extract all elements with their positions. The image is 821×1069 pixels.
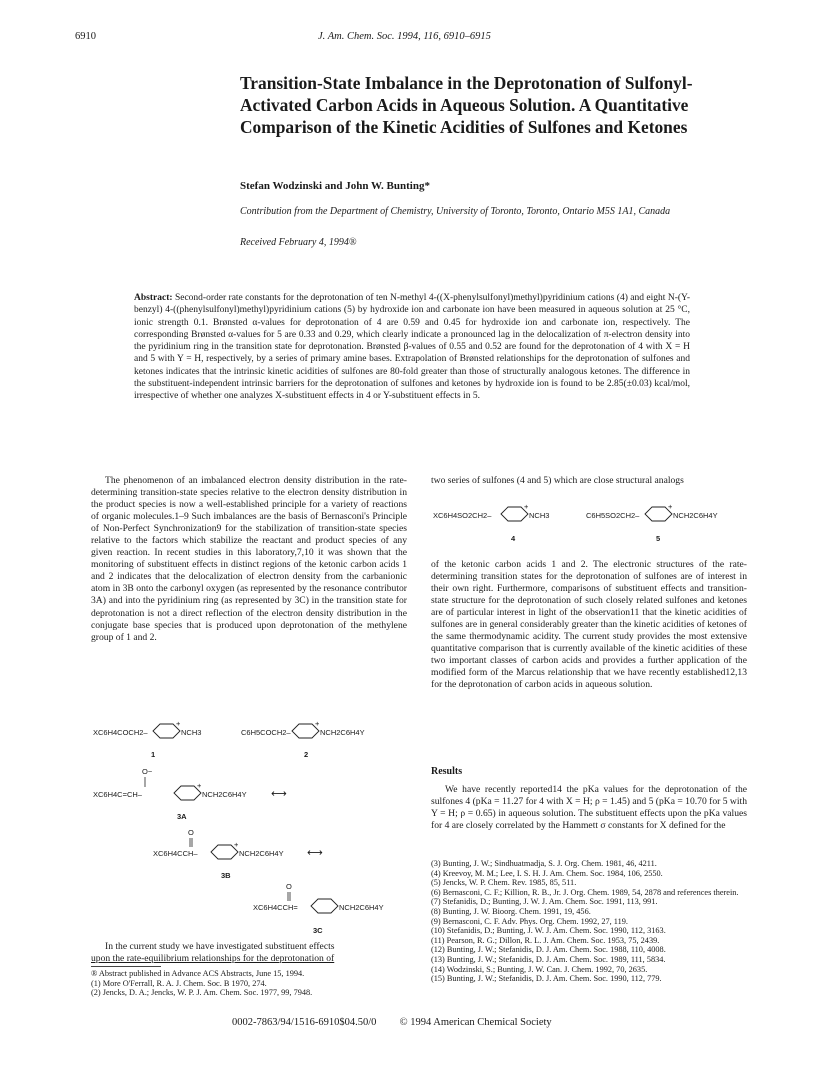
s3c-top: O (286, 882, 292, 891)
s3b-right: NCH2C6H4Y (239, 849, 284, 858)
footnote-item: (14) Wodzinski, S.; Bunting, J. W. Can. J. Chem. 1992, 70, 2635. (431, 964, 648, 974)
s3b-arrow: ⟷ (307, 847, 323, 859)
s3b-plus: + (234, 840, 239, 849)
s3a-right: NCH2C6H4Y (202, 790, 247, 799)
s3a-plus: + (197, 781, 202, 790)
right-column-intro (431, 475, 747, 487)
footnote-item: (8) Bunting, J. W. Bioorg. Chem. 1991, 19, 456. (431, 906, 591, 916)
structure-3b (91, 826, 411, 881)
right-column-body (431, 559, 747, 692)
s3b-top: O (188, 828, 194, 837)
footnote-item: (15) Bunting, J. W.; Stefanidis, D. J. Am. Chem. Soc. 1990, 112, 779. (431, 974, 662, 984)
sulfone-paragraph: of the ketonic carbon acids 1 and 2. The electronic structures of the rate-determining transition states for the deprotonation of sulfones are of interest in their own right. Furthermore, comparisons of substituent effects and transition-state structure for the deprotonation of such closely related sulfones and ketones are of particular interest in light of the observation11 that the kinetic acidities of sulfones are in general considerably greater than the kinetic acidities of ketones of the same thermodynamic acidity. The current study provides the most extensive quantitative comparison that is currently available of the kinetic acidities of these two important classes of carbon acids and provides a further application of the modified form of the Marcus relationship that we have recently established12,13 for the deprotonation of carbon acids in aqueous solution. (431, 559, 747, 691)
s5-right: NCH2C6H4Y (673, 511, 718, 520)
current-study-line-2: upon the rate-equilibrium relationships for the deprotonation of (91, 953, 335, 965)
page-number: 6910 (75, 31, 96, 42)
footnote-item: (6) Bernasconi, C. F.; Killion, R. B., Jr. J. Org. Chem. 1989, 54, 2878 and references therein. (431, 887, 739, 897)
structures-4-5 (431, 498, 761, 548)
s4-plus: + (524, 502, 529, 511)
footnotes-right (431, 859, 751, 984)
s3b-left: XC6H4CCH– (153, 849, 198, 858)
structure-3c (91, 880, 411, 938)
s2-plus: + (315, 720, 320, 728)
s3a-label: 3A (177, 812, 187, 821)
s3c-left: XC6H4CCH= (253, 903, 298, 912)
s3b-label: 3B (221, 871, 231, 880)
footnote-item: ® Abstract published in Advance ACS Abstracts, June 15, 1994. (91, 969, 305, 978)
results-heading: Results (431, 766, 463, 777)
structures-1-2 (91, 720, 411, 760)
footer-copyright: © 1994 American Chemical Society (399, 1017, 552, 1028)
article-authors: Stefan Wodzinski and John W. Bunting* (240, 180, 430, 192)
s1-label: 1 (151, 750, 156, 759)
footnote-item: (5) Jencks, W. P. Chem. Rev. 1985, 85, 511. (431, 878, 577, 888)
article-title: Transition-State Imbalance in the Deprotonation of Sulfonyl-Activated Carbon Acids in Aqueous Solution. A Quantitative Comparison of the Kinetic Acidities of Sulfones and Ketones (240, 73, 693, 137)
journal-citation: J. Am. Chem. Soc. 1994, 116, 6910–6915 (318, 31, 491, 42)
abstract-label: Abstract: (134, 293, 173, 303)
footnote-item: (13) Bunting, J. W.; Stefanidis, D. J. Am. Chem. Soc. 1989, 111, 5834. (431, 954, 666, 964)
abstract (134, 292, 690, 403)
footnote-item: (3) Bunting, J. W.; Sindhuatmadja, S. J. Org. Chem. 1981, 46, 4211. (431, 859, 657, 868)
s3a-top: O− (142, 767, 153, 776)
results-section (431, 784, 747, 832)
abstract-text: Second-order rate constants for the deprotonation of ten N-methyl 4-((X-phenylsulfonyl)methyl)pyridinium cations (4) and eight N-(Y-benzyl) 4-((phenylsulfonyl)methyl)pyridinium cations (5) by hydroxide ion and carbonate ion have been measured in aqueous solution at 25 °C, ionic strength 0.1. Brønsted α-values for deprotonation of 4 are 0.59 and 0.45 for hydroxide ion and carbonate ion, respectively. The corresponding Brønsted α-values for 5 are 0.33 and 0.29, which clearly indicate a pronounced lag in the delocalization of π-electron density into the pyridinium ring in the transition state for deprotonation. Brønsted β-values of 0.55 and 0.52 are found for the deprotonation of 4 with X = H and 5 with Y = H, respectively, by a series of primary amine bases. Extrapolation of Brønsted relationships for the deprotonation of sulfones and ketones indicates that the intrinsic kinetic acidities of sulfones are 80-fold greater than those of structurally analogous ketones. The difference in the substituent-independent intrinsic barriers for the deprotonation of sulfones and ketones by hydroxide ion is found to be 2.85(±0.03) kcal/mol, irrespective of whether one analyzes X-substituent effects in 4 or Y-substituent effects in 5. (134, 293, 690, 402)
received-date: Received February 4, 1994® (240, 237, 357, 248)
s3c-label: 3C (313, 926, 323, 935)
left-column-end (91, 941, 407, 965)
s2-left: C6H5COCH2– (241, 728, 291, 737)
s1-plus: + (176, 720, 181, 728)
footnote-item: (12) Bunting, J. W.; Stefanidis, D. J. Am. Chem. Soc. 1988, 110, 4008. (431, 945, 666, 955)
article-affiliation: Contribution from the Department of Chemistry, University of Toronto, Toronto, Ontario M5S 1A1, Canada (240, 206, 671, 217)
page-footer (232, 1017, 552, 1028)
footnote-item: (10) Stefanidis, D.; Bunting, J. W. J. Am. Chem. Soc. 1990, 112, 3163. (431, 926, 666, 936)
structure-3a (91, 765, 411, 825)
footnote-item: (7) Stefanidis, D.; Bunting, J. W. J. Am. Chem. Soc. 1991, 113, 991. (431, 897, 658, 907)
s2-right: NCH2C6H4Y (320, 728, 365, 737)
footnote-item: (9) Bernasconi, C. F. Adv. Phys. Org. Chem. 1992, 27, 119. (431, 916, 628, 926)
s1-left: XC6H4COCH2– (93, 728, 148, 737)
intro-paragraph: The phenomenon of an imbalanced electron density distribution in the rate-determining transition-state species relative to the electron density distribution in the product species is now a well-established principle for a variety of reactions of organic molecules.1–9 Such imbalances are the basis of Bernasconi's Principle of Non-Perfect Synchronization9 for the stabilization of transition-state species relative to the factors which stabilize the reactant and product species of any given reaction. In recent studies in this laboratory,7,10 it was shown that the monitoring of substituent effects in distinct regions of the ketonic carbon acids 1 and 2 indicates that the delocalization of electron density from the carbanionic atom in 3B onto the carbonyl oxygen (as represented by the resonance contributor 3A) and into the pyridinium ring (as represented by 3C) in the transition state for deprotonation is not a direct reflection of the electron density distribution in the conjugate base species that is produced upon deprotonation of the methylene group of 1 and 2. (91, 475, 407, 643)
footnote-rule (91, 966, 161, 967)
s4-left: XC6H4SO2CH2– (433, 511, 492, 520)
footnotes-left (91, 969, 411, 998)
footnote-item: (2) Jencks, D. A.; Jencks, W. P. J. Am. Chem. Soc. 1977, 99, 7948. (91, 988, 313, 998)
s5-label: 5 (656, 534, 661, 543)
sulfone-series-line: two series of sulfones (4 and 5) which are close structural analogs (431, 475, 684, 486)
left-column (91, 475, 407, 644)
footnote-item: (11) Pearson, R. G.; Dillon, R. L. J. Am. Chem. Soc. 1953, 75, 2439. (431, 935, 660, 945)
s3a-left: XC6H4C=CH– (93, 790, 142, 799)
footnote-item: (1) More O'Ferrall, R. A. J. Chem. Soc. B 1970, 274. (91, 978, 267, 988)
footer-code: 0002-7863/94/1516-6910$04.50/0 (232, 1017, 377, 1028)
results-paragraph: We have recently reported14 the pKa values for the deprotonation of the sulfones 4 (pKa = 11.27 for 4 with X = H; ρ = 1.45) and 5 (pKa = 10.70 for 5 with Y = H; ρ = 0.65) in aqueous solution. The substituent effects upon the pKa values for 4 are closely correlated by the Hammett σ constants for X defined for the (431, 784, 747, 832)
s3a-arrow: ⟷ (271, 788, 287, 800)
s4-right: NCH3 (529, 511, 550, 520)
current-study-line: In the current study we have investigated substituent effects (105, 941, 335, 952)
s5-left: C6H5SO2CH2– (586, 511, 640, 520)
s5-plus: + (668, 502, 673, 511)
s4-label: 4 (511, 534, 516, 543)
footnote-item: (4) Kreevoy, M. M.; Lee, I. S. H. J. Am. Chem. Soc. 1984, 106, 2550. (431, 868, 663, 878)
s1-right: NCH3 (181, 728, 202, 737)
s2-label: 2 (304, 750, 309, 759)
s3c-right: NCH2C6H4Y (339, 903, 384, 912)
s3c-ring (311, 899, 338, 913)
